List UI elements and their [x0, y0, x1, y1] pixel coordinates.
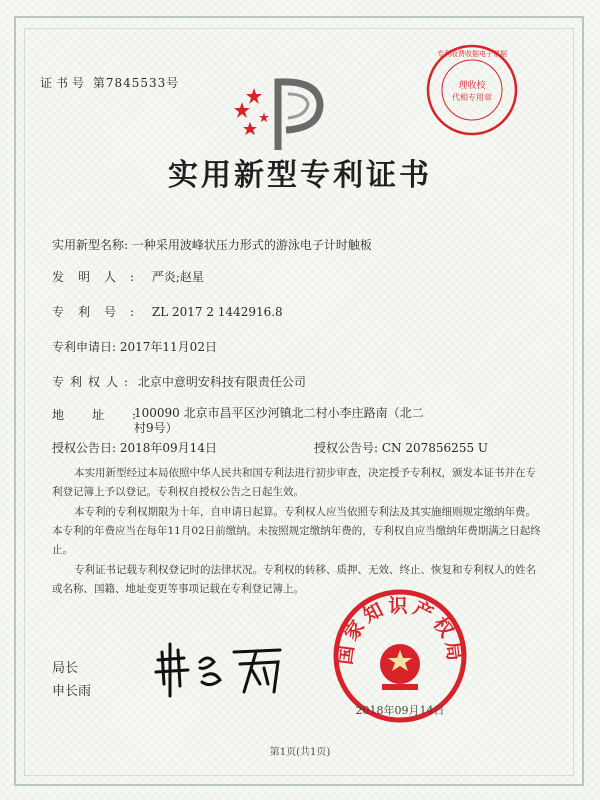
field-grant-number-value: CN 207856255 U	[381, 441, 489, 455]
field-patent-number-value: ZL 2017 2 1442916.8	[151, 305, 283, 319]
field-inventor-value: 严炎;赵星	[151, 270, 204, 284]
field-patent-number	[52, 303, 283, 320]
certificate-number-label: 证书号	[40, 76, 89, 90]
field-address	[52, 406, 424, 435]
patent-office-logo	[228, 72, 338, 152]
field-inventor	[52, 268, 204, 285]
field-grant-date-value: 2018年09月14日	[119, 441, 217, 455]
body-paragraph-3-text: 专利证书记载专利权登记时的法律状况。专利权的转移、质押、无效、终止、恢复和专利权人的姓名或名称、国籍、地址变更等事项记载在专利登记簿上。	[52, 564, 536, 595]
field-patent-number-label: 专利号:	[52, 305, 149, 319]
field-filing-date-value: 2017年11月02日	[119, 340, 217, 354]
receipt-seal	[422, 40, 522, 140]
field-patentee	[52, 373, 306, 390]
body-paragraph-2-text: 本专利的专利权期限为十年，自申请日起算。专利权人应当依照专利法及其实施细则规定缴纳年费。本专利的年费应当在每年11月02日前缴纳。未按照规定缴纳年费的，专利权自应当缴纳年费期满之日起终止。	[52, 506, 541, 556]
body-paragraph-1	[52, 464, 542, 502]
svg-text:专利收费收据电子票据: 专利收费收据电子票据	[437, 50, 507, 58]
field-grant-date-label: 授权公告日:	[52, 441, 117, 455]
body-paragraph-1-text: 本实用新型经过本局依照中华人民共和国专利法进行初步审查，决定授予专利权，颁发本证书并在专利登记簿上予以登记。专利权自授权公告之日起生效。	[52, 467, 536, 498]
svg-text:代相专用章: 代相专用章	[452, 93, 492, 102]
field-address-label: 地址:	[52, 408, 165, 422]
field-inventor-label: 发明人:	[52, 270, 149, 284]
field-name-label: 实用新型名称:	[52, 238, 129, 252]
document-title: 实用新型专利证书	[168, 158, 432, 193]
field-patentee-label: 专利权人:	[52, 375, 135, 389]
certificate-number-value: 第7845533号	[92, 76, 180, 90]
field-name-value: 一种采用波峰状压力形式的游泳电子计时触板	[131, 238, 372, 252]
seal-date: 2018年09月14日	[355, 704, 445, 717]
director-name: 申长雨	[52, 684, 92, 699]
svg-text:理收校: 理收校	[458, 81, 486, 91]
field-grant-number-label: 授权公告号:	[314, 441, 379, 455]
field-grant-date	[52, 439, 217, 456]
certificate-number	[40, 74, 179, 91]
field-address-value: 100090 北京市昌平区沙河镇北二村小李庄路南（北二村9号）	[134, 406, 424, 435]
field-grant-number	[314, 439, 488, 456]
field-patentee-value: 北京中意明安科技有限责任公司	[137, 375, 306, 389]
svg-text:国家知识产权局: 国家知识产权局	[334, 595, 466, 666]
body-paragraph-2	[52, 503, 542, 560]
field-name	[52, 236, 372, 253]
handwritten-signature	[148, 640, 288, 700]
director-title: 局长	[52, 661, 79, 676]
field-filing-date-label: 专利申请日:	[52, 340, 117, 354]
field-filing-date	[52, 338, 217, 355]
page-footer: 第1页(共1页)	[269, 747, 331, 758]
